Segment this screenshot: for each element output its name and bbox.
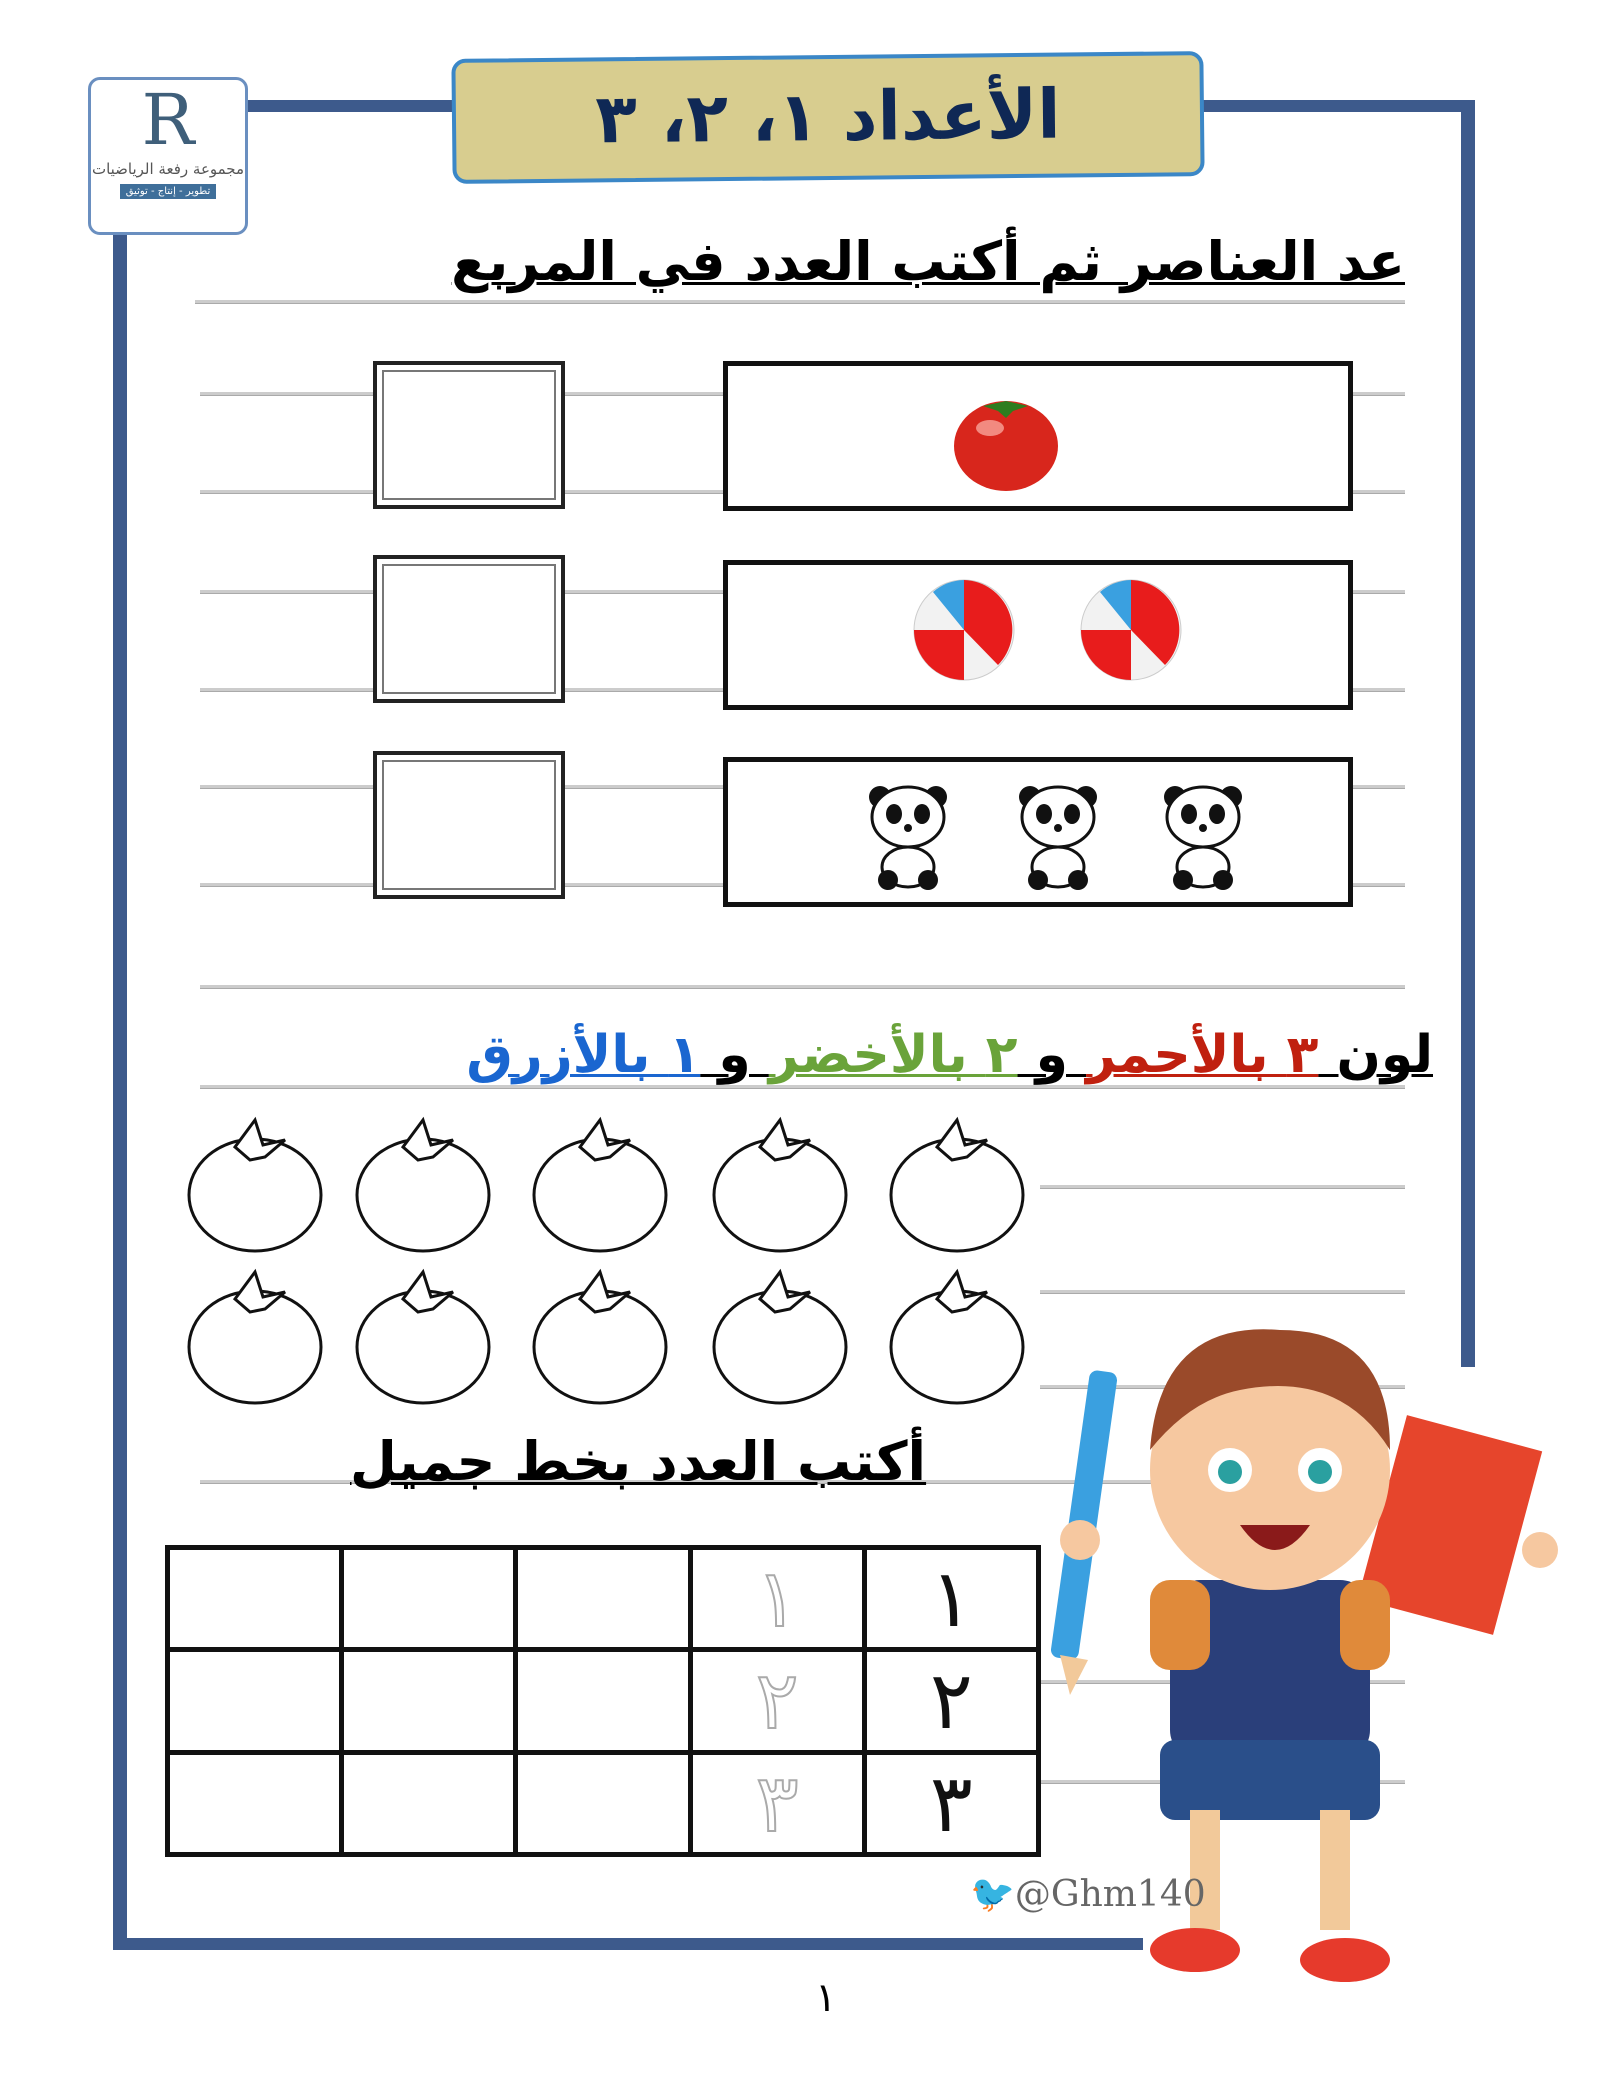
- tomato-outline-icon[interactable]: [891, 1120, 1023, 1251]
- picture-box-pandas: [723, 757, 1353, 907]
- picture-box-balls: [723, 560, 1353, 710]
- twitter-icon: 🐦: [970, 1874, 1015, 1915]
- write-cell[interactable]: [342, 1752, 516, 1854]
- beach-ball-icon: [1081, 580, 1181, 680]
- instr-and: و: [1017, 1025, 1087, 1085]
- instr-red: ٣ بالأحمر: [1086, 1025, 1319, 1085]
- logo-tagline: تطوير - إنتاج - توثيق: [120, 184, 217, 199]
- ruled-line: [1040, 1290, 1405, 1294]
- write-cell[interactable]: [516, 1548, 690, 1650]
- tomato-outline-icon[interactable]: [189, 1272, 321, 1403]
- coloring-instruction: [466, 1025, 1433, 1085]
- tomato-outline-icon[interactable]: [357, 1272, 489, 1403]
- page-frame-right: [1461, 100, 1475, 1367]
- tomato-outline-icon[interactable]: [189, 1120, 321, 1251]
- tomato-outline-icon[interactable]: [891, 1272, 1023, 1403]
- digit-trace[interactable]: ٣: [690, 1752, 864, 1854]
- handwriting-grid: [165, 1545, 1041, 1857]
- instr-blue: ١ بالأزرق: [466, 1025, 701, 1085]
- tomato-outline-icon[interactable]: [714, 1272, 846, 1403]
- tomato-icon: [728, 366, 1348, 506]
- page-number: ١: [815, 1975, 837, 2021]
- handle-text: @Ghm140: [1014, 1874, 1206, 1915]
- answer-box-1[interactable]: [373, 361, 565, 509]
- digit-model: ١: [864, 1548, 1038, 1650]
- page-frame-left: [113, 100, 127, 1950]
- ruled-line: [1040, 1185, 1405, 1189]
- picture-box-tomato: [723, 361, 1353, 511]
- write-cell[interactable]: [342, 1548, 516, 1650]
- section-write-heading: أكتب العدد بخط جميل: [350, 1430, 927, 1493]
- tomato-outline-icon[interactable]: [534, 1272, 666, 1403]
- digit-trace[interactable]: ٢: [690, 1650, 864, 1752]
- section-count-heading: عد العناصر ثم أكتب العدد في المربع: [451, 230, 1405, 293]
- ruled-line: [200, 1085, 1405, 1089]
- instr-green: ٢ بالأخضر: [768, 1025, 1018, 1085]
- write-cell[interactable]: [168, 1650, 342, 1752]
- tomato-outlines: [170, 1110, 1050, 1420]
- beach-ball-icon: [914, 580, 1014, 680]
- write-cell[interactable]: [516, 1650, 690, 1752]
- page-frame-bottom: [113, 1938, 1143, 1950]
- digit-model: ٢: [864, 1650, 1038, 1752]
- answer-box-2[interactable]: [373, 555, 565, 703]
- ruled-line: [200, 985, 1405, 989]
- logo-name: مجموعة رفعة الرياضيات: [91, 160, 245, 178]
- title-banner: [451, 51, 1204, 184]
- panda-icon: [1164, 786, 1242, 890]
- tomato-outline-icon[interactable]: [534, 1120, 666, 1251]
- panda-icon: [1019, 786, 1097, 890]
- instr-and: و: [700, 1025, 769, 1085]
- write-cell[interactable]: [516, 1752, 690, 1854]
- logo-letter: R: [141, 79, 195, 161]
- twitter-handle: [970, 1873, 1206, 1915]
- write-cell[interactable]: [342, 1650, 516, 1752]
- page-title: الأعداد ١، ٢، ٣: [595, 75, 1061, 160]
- digit-trace[interactable]: ١: [690, 1548, 864, 1650]
- ruled-line: [195, 300, 1405, 304]
- logo: [88, 77, 248, 235]
- write-cell[interactable]: [168, 1752, 342, 1854]
- tomato-outline-icon[interactable]: [357, 1120, 489, 1251]
- panda-icon: [869, 786, 947, 890]
- tomato-outline-icon[interactable]: [714, 1120, 846, 1251]
- write-cell[interactable]: [168, 1548, 342, 1650]
- instr-color: لون: [1318, 1025, 1433, 1085]
- answer-box-3[interactable]: [373, 751, 565, 899]
- digit-model: ٣: [864, 1752, 1038, 1854]
